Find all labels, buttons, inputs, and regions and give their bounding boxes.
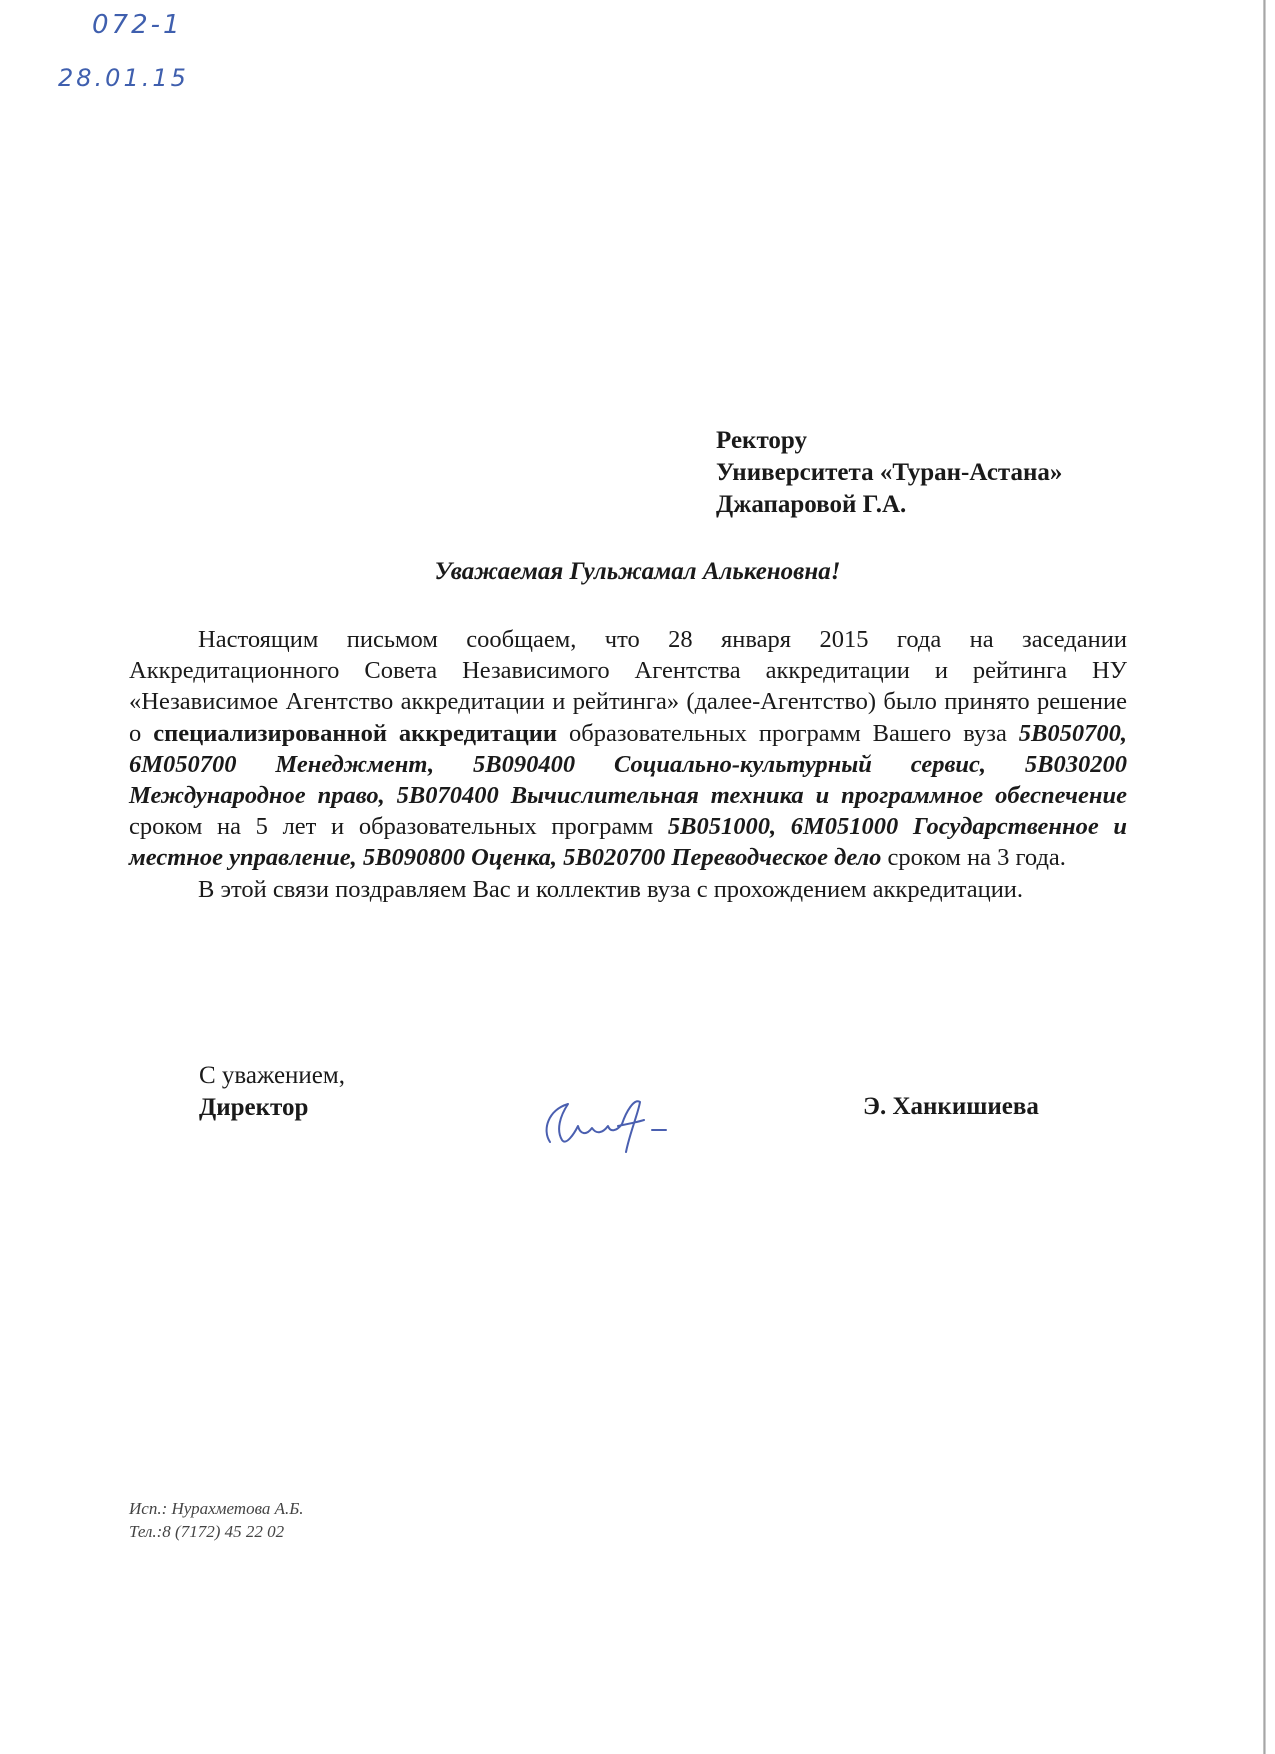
executor-phone: Тел.:8 (7172) 45 22 02: [129, 1522, 285, 1541]
scan-page-edge: [1263, 0, 1266, 1754]
body-text: сроком на 3 года.: [881, 844, 1066, 872]
programs-three-years: 5В051000, 6М051000 Государственное и местное управление, 5В090800 Оценка, 5В020700 Переводческое дело: [129, 813, 1127, 872]
signer-position: Директор: [199, 1094, 309, 1121]
body-text: сроком на 5 лет и образовательных программ: [129, 813, 668, 841]
letter-body: [129, 624, 1127, 905]
executor-info: [129, 1497, 304, 1543]
signer-name: Э. Ханкишиева: [863, 1093, 1039, 1120]
addressee-block: [716, 425, 1062, 521]
body-paragraph-2: В этой связи поздравляем Вас и коллектив вуза с прохождением аккредитации.: [198, 875, 1024, 903]
signature-drawing: [530, 1090, 690, 1170]
executor-name: Исп.: Нурахметова А.Б.: [129, 1499, 304, 1518]
handwritten-signature: [530, 1090, 690, 1175]
accreditation-type: специализированной аккредитации: [153, 719, 558, 747]
closing-regards: С уважением,: [199, 1062, 345, 1089]
salutation: Уважаемая Гульжамал Алькеновна!: [434, 558, 841, 585]
closing-block: [199, 1060, 345, 1124]
body-paragraph-1: [129, 624, 1127, 874]
body-text: Настоящим письмом сообщаем, что 28 января 2015 года на заседании Аккредитационного Совета Независимого Агентства аккредитации и рейтинга НУ «Независимое Агентство аккредитации и рейтинга» (далее-Агентство) было принято решение о: [129, 626, 1127, 747]
addressee-position: Ректору: [716, 427, 807, 454]
body-text: образовательных программ Вашего вуза: [557, 719, 1019, 747]
addressee-name: Джапаровой Г.А.: [716, 491, 907, 518]
addressee-organization: Университета «Туран-Астана»: [716, 459, 1063, 486]
programs-five-years: 5В050700, 6М050700 Менеджмент, 5В090400 Социально-культурный сервис, 5В030200 Международное право, 5В070400 Вычислительная техника и программное обеспечение: [129, 719, 1128, 810]
handwritten-registration-number: 072-1: [92, 10, 183, 40]
handwritten-registration-date: 28.01.15: [58, 64, 189, 92]
